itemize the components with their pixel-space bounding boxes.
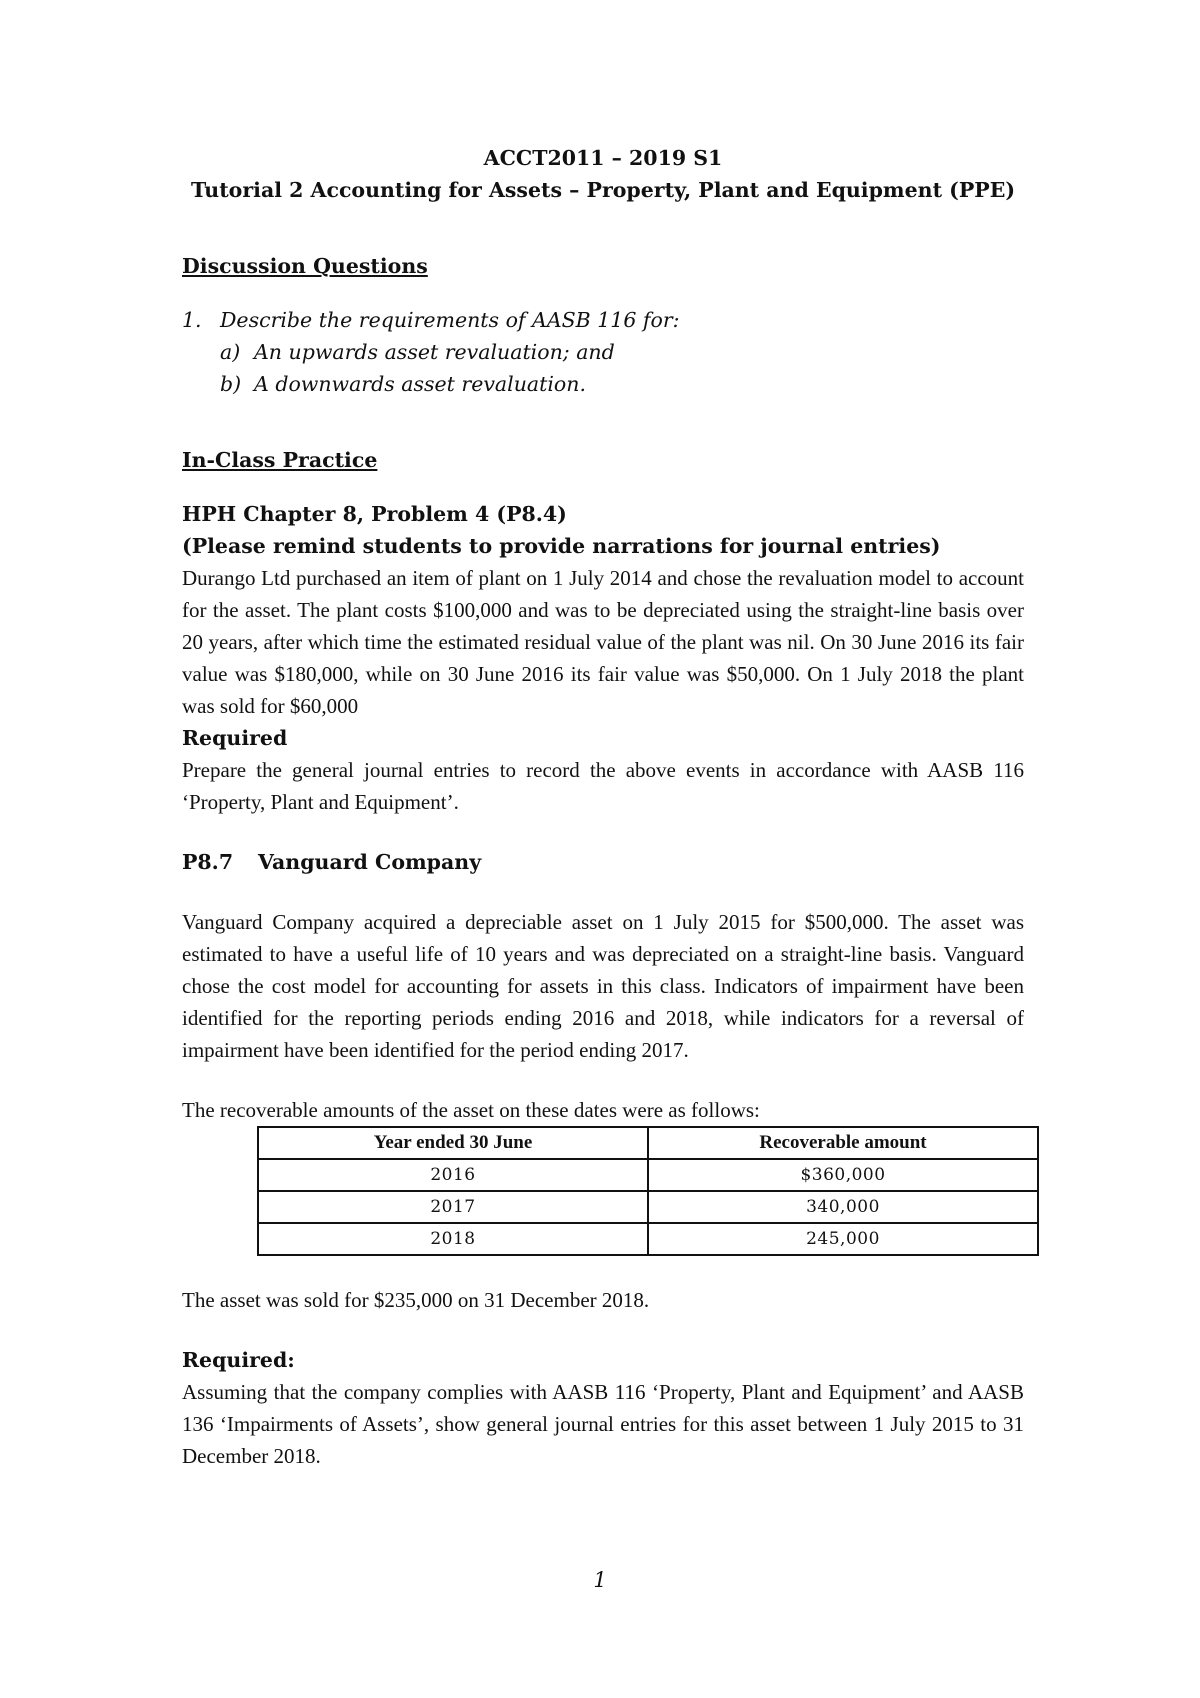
vanguard-problem-text: Vanguard Company acquired a depreciable asset on 1 July 2015 for $500,000. The asset was estimated to have a useful life of 10 years and was depreciated on a straight-line basis. Vanguard chose the cost model for accounting for assets in this class. Indicators of impairment have been identified for the reporting periods ending 2016 and 2018, while indicators for a reversal of impairment have been identified for the period ending 2017. <box>182 910 1024 1062</box>
table-header-row <box>258 1127 1038 1159</box>
column-header-amount: Recoverable amount <box>648 1127 1038 1159</box>
asset-sold-text: The asset was sold for $235,000 on 31 December 2018. <box>182 1288 650 1312</box>
discussion-heading: Discussion Questions <box>182 254 428 278</box>
sub-question-b-text: A downwards asset revaluation. <box>254 372 586 396</box>
tutorial-title: Tutorial 2 Accounting for Assets – Property, Plant and Equipment (PPE) <box>190 178 1016 202</box>
durango-required-text: Prepare the general journal entries to record the above events in accordance with AASB 116 ‘Property, Plant and Equipment’. <box>182 758 1024 814</box>
recoverable-amounts-table <box>257 1126 1039 1256</box>
table-cell-amount: $360,000 <box>648 1159 1038 1191</box>
sub-question-a-text: An upwards asset revaluation; and <box>254 340 615 364</box>
sub-question-a-label: a) <box>220 340 241 364</box>
table-row <box>258 1223 1038 1255</box>
table-cell-amount: 245,000 <box>648 1223 1038 1255</box>
problem-title: HPH Chapter 8, Problem 4 (P8.4) <box>182 502 567 526</box>
inclass-heading: In-Class Practice <box>182 448 378 472</box>
table-cell-year: 2018 <box>258 1223 648 1255</box>
table-cell-year: 2017 <box>258 1191 648 1223</box>
page-content <box>182 142 1024 1472</box>
sub-question-b-label: b) <box>220 372 242 396</box>
page-number: 1 <box>593 1568 607 1592</box>
table-row <box>258 1191 1038 1223</box>
column-header-year: Year ended 30 June <box>258 1127 648 1159</box>
sub-question-a <box>182 336 1024 368</box>
vanguard-required-label: Required: <box>182 1348 295 1372</box>
vanguard-heading <box>182 846 1024 878</box>
table-cell-amount: 340,000 <box>648 1191 1038 1223</box>
table-intro: The recoverable amounts of the asset on these dates were as follows: <box>182 1098 760 1122</box>
narration-reminder: (Please remind students to provide narrations for journal entries) <box>182 534 941 558</box>
question-text: Describe the requirements of AASB 116 for: <box>220 308 680 332</box>
question-number: 1. <box>182 308 202 332</box>
sub-question-b <box>182 368 1024 400</box>
course-title: ACCT2011 – 2019 S1 <box>483 146 723 170</box>
table-row <box>258 1159 1038 1191</box>
required-label: Required <box>182 726 288 750</box>
discussion-question-list <box>182 304 1024 400</box>
discussion-question-1 <box>182 304 1024 400</box>
vanguard-title: Vanguard Company <box>258 850 482 874</box>
durango-problem-text: Durango Ltd purchased an item of plant on 1 July 2014 and chose the revaluation model to account for the asset. The plant costs $100,000 and was to be depreciated using the straight-line basis over 20 years, after which time the estimated residual value of the plant was nil. On 30 June 2016 its fair value was $180,000, while on 30 June 2016 its fair value was $50,000. On 1 July 2018 the plant was sold for $60,000 <box>182 566 1024 718</box>
vanguard-required-text: Assuming that the company complies with AASB 116 ‘Property, Plant and Equipment’ and AASB 136 ‘Impairments of Assets’, show general journal entries for this asset between 1 July 2015 to 31 December 2018. <box>182 1380 1024 1468</box>
vanguard-code: P8.7 <box>182 850 234 874</box>
table-cell-year: 2016 <box>258 1159 648 1191</box>
